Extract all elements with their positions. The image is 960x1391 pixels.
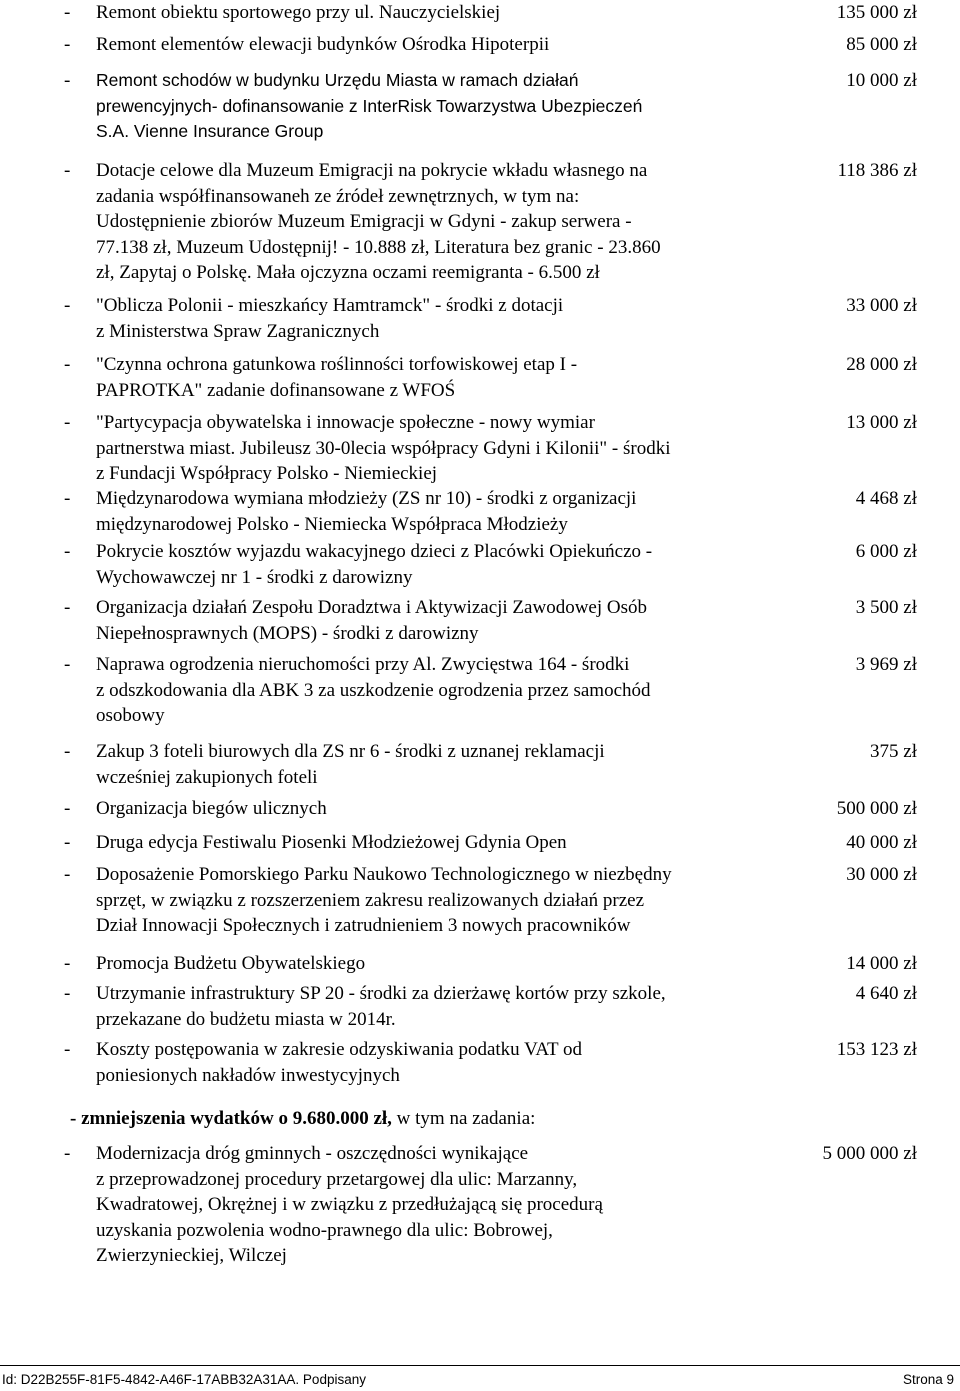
- item-dash: -: [64, 2, 71, 23]
- item-amount: 135 000 zł: [836, 2, 917, 23]
- item-dash: -: [64, 70, 71, 91]
- item-description-line: Druga edycja Festiwalu Piosenki Młodzieżowej Gdynia Open: [96, 832, 567, 853]
- item-description-line: Międzynarodowa wymiana młodzieży (ZS nr 10) - środki z organizacji: [96, 488, 637, 509]
- item-amount: 28 000 zł: [846, 354, 917, 375]
- item-description: [96, 32, 766, 58]
- item-description-line: S.A. Vienne Insurance Group: [96, 121, 324, 141]
- item-description: [96, 951, 766, 977]
- item-description-line: "Oblicza Polonii - mieszkańcy Hamtramck" - środki z dotacji: [96, 295, 564, 316]
- item-amount: 5 000 000 zł: [822, 1143, 917, 1164]
- item-description: [96, 652, 766, 729]
- item-description-line: z Ministerstwa Spraw Zagranicznych: [96, 320, 380, 342]
- item-description-line: Organizacja działań Zespołu Doradztwa i Aktywizacji Zawodowej Osób: [96, 597, 647, 618]
- item-description-line: Zakup 3 foteli biurowych dla ZS nr 6 - środki z uznanej reklamacji: [96, 741, 605, 762]
- item-description: [96, 1037, 766, 1088]
- item-description-line: prewencyjnych- dofinansowanie z InterRisk Towarzystwa Ubezpieczeń: [96, 95, 643, 116]
- item-description-line: Naprawa ogrodzenia nieruchomości przy Al. Zwycięstwa 164 - środki: [96, 654, 630, 675]
- item-amount: 30 000 zł: [846, 864, 917, 885]
- item-amount: 10 000 zł: [846, 70, 917, 91]
- item-dash: -: [64, 864, 71, 885]
- item-description-line: Utrzymanie infrastruktury SP 20 - środki za dzierżawę kortów przy szkole,: [96, 983, 666, 1004]
- item-description-line: Pokrycie kosztów wyjazdu wakacyjnego dzieci z Placówki Opiekuńczo -: [96, 541, 653, 562]
- item-description: [96, 539, 766, 590]
- item-description-line: Remont schodów w budynku Urzędu Miasta w ramach działań: [96, 70, 579, 90]
- item-description-line: z odszkodowania dla ABK 3 za uszkodzenie ogrodzenia przez samochód: [96, 679, 651, 701]
- item-description-line: 77.138 zł, Muzeum Udostępnij! - 10.888 zł, Literatura bez granic - 23.860: [96, 236, 661, 258]
- section-heading: [70, 1106, 535, 1132]
- item-dash: -: [64, 953, 71, 974]
- item-dash: -: [64, 741, 71, 762]
- item-amount: 375 zł: [870, 741, 917, 762]
- item-amount: 6 000 zł: [855, 541, 917, 562]
- item-amount: 40 000 zł: [846, 832, 917, 853]
- item-description-line: Zwierzynieckiej, Wilczej: [96, 1245, 287, 1266]
- item-amount: 4 468 zł: [855, 488, 917, 509]
- item-description: [96, 1141, 766, 1269]
- item-description-line: "Partycypacja obywatelska i innowacje społeczne - nowy wymiar: [96, 412, 595, 433]
- item-dash: -: [64, 34, 71, 55]
- item-description: [96, 352, 766, 403]
- item-description-line: Dotacje celowe dla Muzeum Emigracji na pokrycie wkładu własnego na: [96, 160, 648, 181]
- page-number: Strona 9: [902, 1372, 954, 1387]
- item-description-line: zł, Zapytaj o Polskę. Mała ojczyzna oczami reemigranta - 6.500 zł: [96, 262, 600, 283]
- item-description: [96, 293, 766, 344]
- item-dash: -: [64, 1143, 71, 1164]
- item-description-line: z przeprowadzonej procedury przetargowej dla ulic: Marzanny,: [96, 1168, 578, 1190]
- item-description: [96, 862, 766, 939]
- item-description-line: Udostępnienie zbiorów Muzeum Emigracji w Gdyni - zakup serwera -: [96, 211, 632, 232]
- item-description-line: Niepełnosprawnych (MOPS) - środki z darowizny: [96, 622, 479, 644]
- item-dash: -: [64, 832, 71, 853]
- item-description-line: międzynarodowej Polsko - Niemiecka Współpraca Młodzieży: [96, 513, 568, 535]
- item-description-line: przekazane do budżetu miasta w 2014r.: [96, 1008, 396, 1030]
- item-description-line: osobowy: [96, 705, 165, 726]
- item-description-line: poniesionych nakładów inwestycyjnych: [96, 1064, 400, 1086]
- item-dash: -: [64, 983, 71, 1004]
- item-description: [96, 796, 766, 822]
- document-id: Id: D22B255F-81F5-4842-A46F-17ABB32A31AA. Podpisany: [2, 1372, 366, 1387]
- item-dash: -: [64, 412, 71, 433]
- section-heading-bold: - zmniejszenia wydatków o 9.680.000 zł,: [70, 1108, 392, 1129]
- item-description-line: Kwadratowej, Okrężnej i w związku z przedłużającą się procedurą: [96, 1194, 603, 1215]
- item-dash: -: [64, 488, 71, 509]
- item-description: [96, 981, 766, 1032]
- item-description-line: uzyskania pozwolenia wodno-prawnego dla ulic: Bobrowej,: [96, 1219, 553, 1241]
- item-description: [96, 739, 766, 790]
- item-amount: 13 000 zł: [846, 412, 917, 433]
- item-description-line: "Czynna ochrona gatunkowa roślinności torfowiskowej etap I -: [96, 354, 578, 375]
- item-amount: 153 123 zł: [836, 1039, 917, 1060]
- item-description-line: wcześniej zakupionych foteli: [96, 766, 318, 788]
- item-description: [96, 0, 766, 26]
- section-heading-rest: w tym na zadania:: [391, 1108, 536, 1129]
- item-dash: -: [64, 295, 71, 316]
- item-dash: -: [64, 654, 71, 675]
- item-description: [96, 68, 766, 145]
- item-amount: 118 386 zł: [837, 160, 917, 181]
- item-description: [96, 595, 766, 646]
- item-description-line: Doposażenie Pomorskiego Parku Naukowo Technologicznego w niezbędny: [96, 864, 672, 885]
- item-dash: -: [64, 597, 71, 618]
- item-dash: -: [64, 354, 71, 375]
- item-description-line: Dział Innowacji Społecznych i zatrudnieniem 3 nowych pracowników: [96, 915, 631, 936]
- item-amount: 3 500 zł: [855, 597, 917, 618]
- item-description-line: Remont elementów elewacji budynków Ośrodka Hipoterpii: [96, 34, 550, 55]
- item-description: [96, 158, 766, 286]
- item-description-line: zadania współfinansowaneh ze źródeł zewnętrznych, w tym na:: [96, 185, 580, 207]
- item-description: [96, 486, 766, 537]
- item-amount: 3 969 zł: [855, 654, 917, 675]
- item-description-line: Promocja Budżetu Obywatelskiego: [96, 953, 366, 974]
- item-dash: -: [64, 1039, 71, 1060]
- item-description-line: Remont obiektu sportowego przy ul. Nauczycielskiej: [96, 2, 501, 23]
- item-description-line: Modernizacja dróg gminnych - oszczędności wynikające: [96, 1143, 529, 1164]
- item-amount: 85 000 zł: [846, 34, 917, 55]
- footer-divider: [0, 1365, 960, 1366]
- item-description-line: sprzęt, w związku z rozszerzeniem zakresu realizowanych działań przez: [96, 889, 645, 911]
- item-description-line: PAPROTKA" zadanie dofinansowane z WFOŚ: [96, 379, 456, 401]
- item-description-line: partnerstwa miast. Jubileusz 30-0lecia współpracy Gdyni i Kilonii" - środki: [96, 437, 671, 459]
- item-amount: 500 000 zł: [836, 798, 917, 819]
- item-dash: -: [64, 798, 71, 819]
- item-amount: 4 640 zł: [855, 983, 917, 1004]
- item-amount: 33 000 zł: [846, 295, 917, 316]
- item-description: [96, 830, 766, 856]
- item-description-line: Organizacja biegów ulicznych: [96, 798, 327, 819]
- item-description-line: Koszty postępowania w zakresie odzyskiwania podatku VAT od: [96, 1039, 582, 1060]
- item-dash: -: [64, 541, 71, 562]
- item-dash: -: [64, 160, 71, 181]
- item-description-line: z Fundacji Współpracy Polsko - Niemieckiej: [96, 463, 438, 484]
- item-description-line: Wychowawczej nr 1 - środki z darowizny: [96, 566, 413, 588]
- item-description: [96, 410, 766, 487]
- item-amount: 14 000 zł: [846, 953, 917, 974]
